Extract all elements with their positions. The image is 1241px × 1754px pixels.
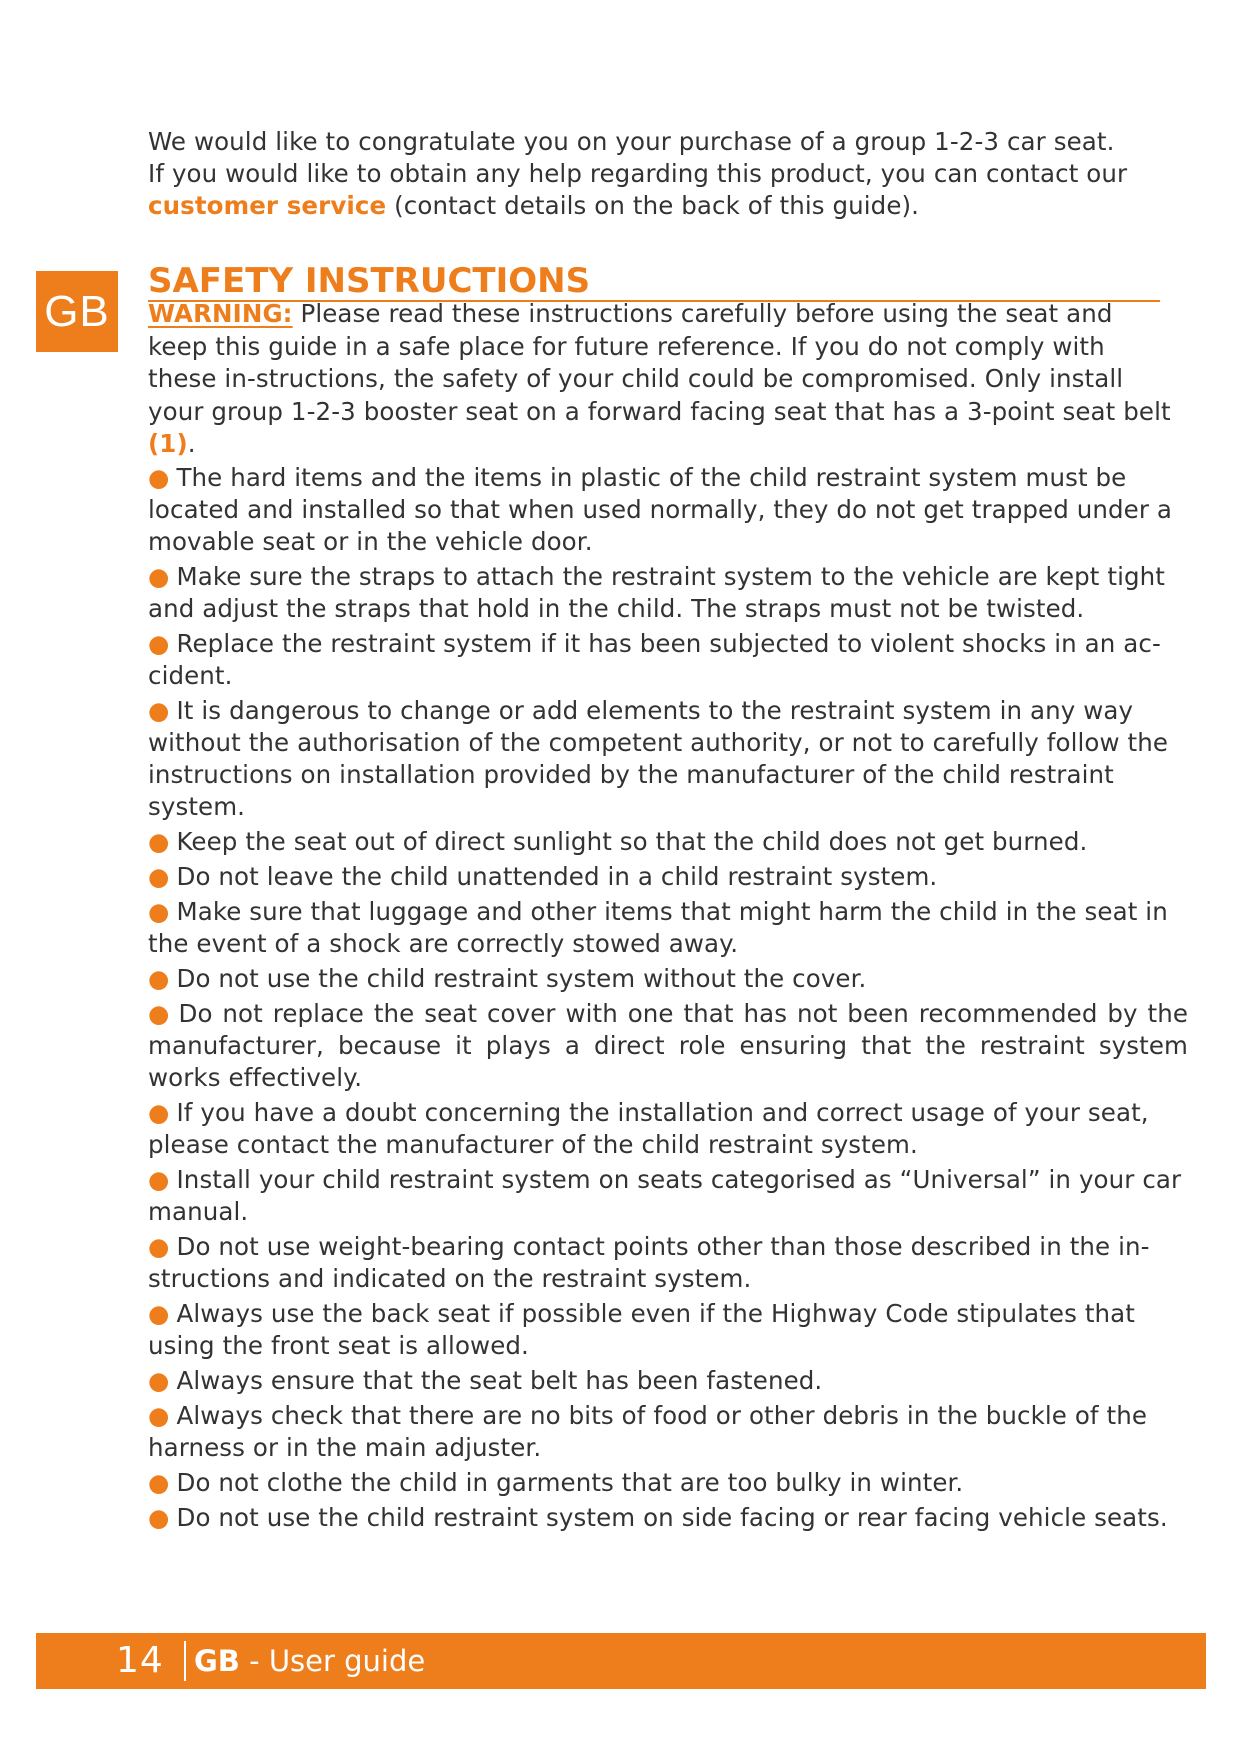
bullet-dot-icon: ● (148, 1165, 170, 1194)
bullet-dot-icon: ● (148, 1366, 170, 1395)
footer-language-code: GB (194, 1644, 240, 1678)
warning-label: WARNING: (148, 299, 293, 328)
list-item (148, 561, 1188, 628)
list-item (148, 695, 1188, 826)
bullet-dot-icon: ● (148, 1232, 170, 1261)
intro-line-1: We would like to congratulate you on your purchase of a group 1-2-3 car seat. (148, 127, 1115, 156)
bullet-dot-icon: ● (148, 1503, 170, 1532)
bullet-dot-icon: ● (148, 1299, 170, 1328)
warning-text: Please read these instructions carefully before using the seat and keep this guide in a safe place for future reference. If you do not comply with these in-structions, the safety of your child could be compromised. Only install your group 1-2-3 booster seat on a forward facing seat that has a 3-point seat belt (148, 299, 1171, 426)
bullet-dot-icon: ● (148, 1098, 170, 1127)
safety-bullet-list (148, 462, 1188, 1537)
list-item (148, 628, 1188, 695)
list-item (148, 826, 1188, 861)
list-item-text: If you have a doubt concerning the installation and correct usage of your seat, please contact the manufacturer of the child restraint system. (148, 1098, 1149, 1159)
language-tab: GB (36, 271, 118, 352)
intro-line-2 (148, 158, 1188, 222)
list-item (148, 998, 1188, 1097)
list-item-text: Always use the back seat if possible even if the Highway Code stipulates that using the front seat is allowed. (148, 1299, 1135, 1360)
footer-guide-text: - User guide (239, 1644, 426, 1678)
list-item-text: Always check that there are no bits of food or other debris in the buckle of the harness or in the main adjuster. (148, 1401, 1148, 1462)
list-item-text: Do not use the child restraint system on side facing or rear facing vehicle seats. (176, 1503, 1168, 1532)
list-item-text: Do not use the child restraint system without the cover. (176, 964, 867, 993)
list-item (148, 861, 1188, 896)
bullet-dot-icon: ● (148, 862, 170, 891)
intro-line-2-start: If you would like to obtain any help regarding this product, you can contact our (148, 159, 1128, 188)
footer-bar (36, 1633, 1206, 1689)
list-item-text: Keep the seat out of direct sunlight so that the child does not get burned. (176, 827, 1088, 856)
list-item-text: Do not leave the child unattended in a child restraint system. (176, 862, 938, 891)
list-item-text: Install your child restraint system on seats categorised as “Universal” in your car manual. (148, 1165, 1182, 1226)
list-item-text: Make sure that luggage and other items that might harm the child in the seat in the event of a shock are correctly stowed away. (148, 897, 1168, 958)
bullet-dot-icon: ● (148, 827, 170, 856)
figure-reference: (1) (148, 429, 188, 458)
list-item-text: Do not use weight-bearing contact points other than those described in the in-structions and indicated on the restraint system. (148, 1232, 1150, 1293)
list-item-text: Do not replace the seat cover with one that has not been recommended by the manufacturer, because it plays a direct role ensuring that the restraint system works effectively. (148, 999, 1188, 1092)
bullet-dot-icon: ● (148, 463, 170, 492)
bullet-dot-icon: ● (148, 897, 170, 926)
section-title: SAFETY INSTRUCTIONS (148, 262, 1160, 302)
bullet-dot-icon: ● (148, 629, 170, 658)
list-item (148, 1231, 1188, 1298)
list-item (148, 462, 1188, 561)
bullet-dot-icon: ● (148, 1468, 170, 1497)
list-item (148, 896, 1188, 963)
footer-divider (184, 1641, 186, 1681)
list-item (148, 1467, 1188, 1502)
intro-line-2-end: (contact details on the back of this guide). (386, 191, 920, 220)
list-item (148, 1298, 1188, 1365)
list-item-text: The hard items and the items in plastic of the child restraint system must be located and installed so that when used normally, they do not get trapped under a movable seat or in the vehicle door. (148, 463, 1173, 556)
bullet-dot-icon: ● (148, 999, 172, 1028)
list-item-text: Do not clothe the child in garments that are too bulky in winter. (176, 1468, 964, 1497)
list-item (148, 1400, 1188, 1467)
bullet-dot-icon: ● (148, 696, 170, 725)
warning-end: . (187, 429, 196, 458)
bullet-dot-icon: ● (148, 1401, 170, 1430)
list-item (148, 1164, 1188, 1231)
intro-paragraph (148, 126, 1188, 222)
list-item-text: Always ensure that the seat belt has been fastened. (176, 1366, 823, 1395)
bullet-dot-icon: ● (148, 562, 170, 591)
list-item (148, 1365, 1188, 1400)
warning-paragraph (148, 298, 1178, 461)
list-item-text: Replace the restraint system if it has been subjected to violent shocks in an ac-cident. (148, 629, 1161, 690)
list-item (148, 1097, 1188, 1164)
list-item-text: It is dangerous to change or add elements to the restraint system in any way without the authorisation of the competent authority, or not to carefully follow the instructions on installation provided by the manufacturer of the child restraint system. (148, 696, 1169, 821)
list-item-text: Make sure the straps to attach the restraint system to the vehicle are kept tight and adjust the straps that hold in the child. The straps must not be twisted. (148, 562, 1165, 623)
list-item (148, 1502, 1188, 1537)
bullet-dot-icon: ● (148, 964, 170, 993)
footer-guide-label (194, 1633, 425, 1689)
page-number: 14 (116, 1640, 164, 1681)
customer-service-link[interactable]: customer service (148, 191, 387, 220)
list-item (148, 963, 1188, 998)
